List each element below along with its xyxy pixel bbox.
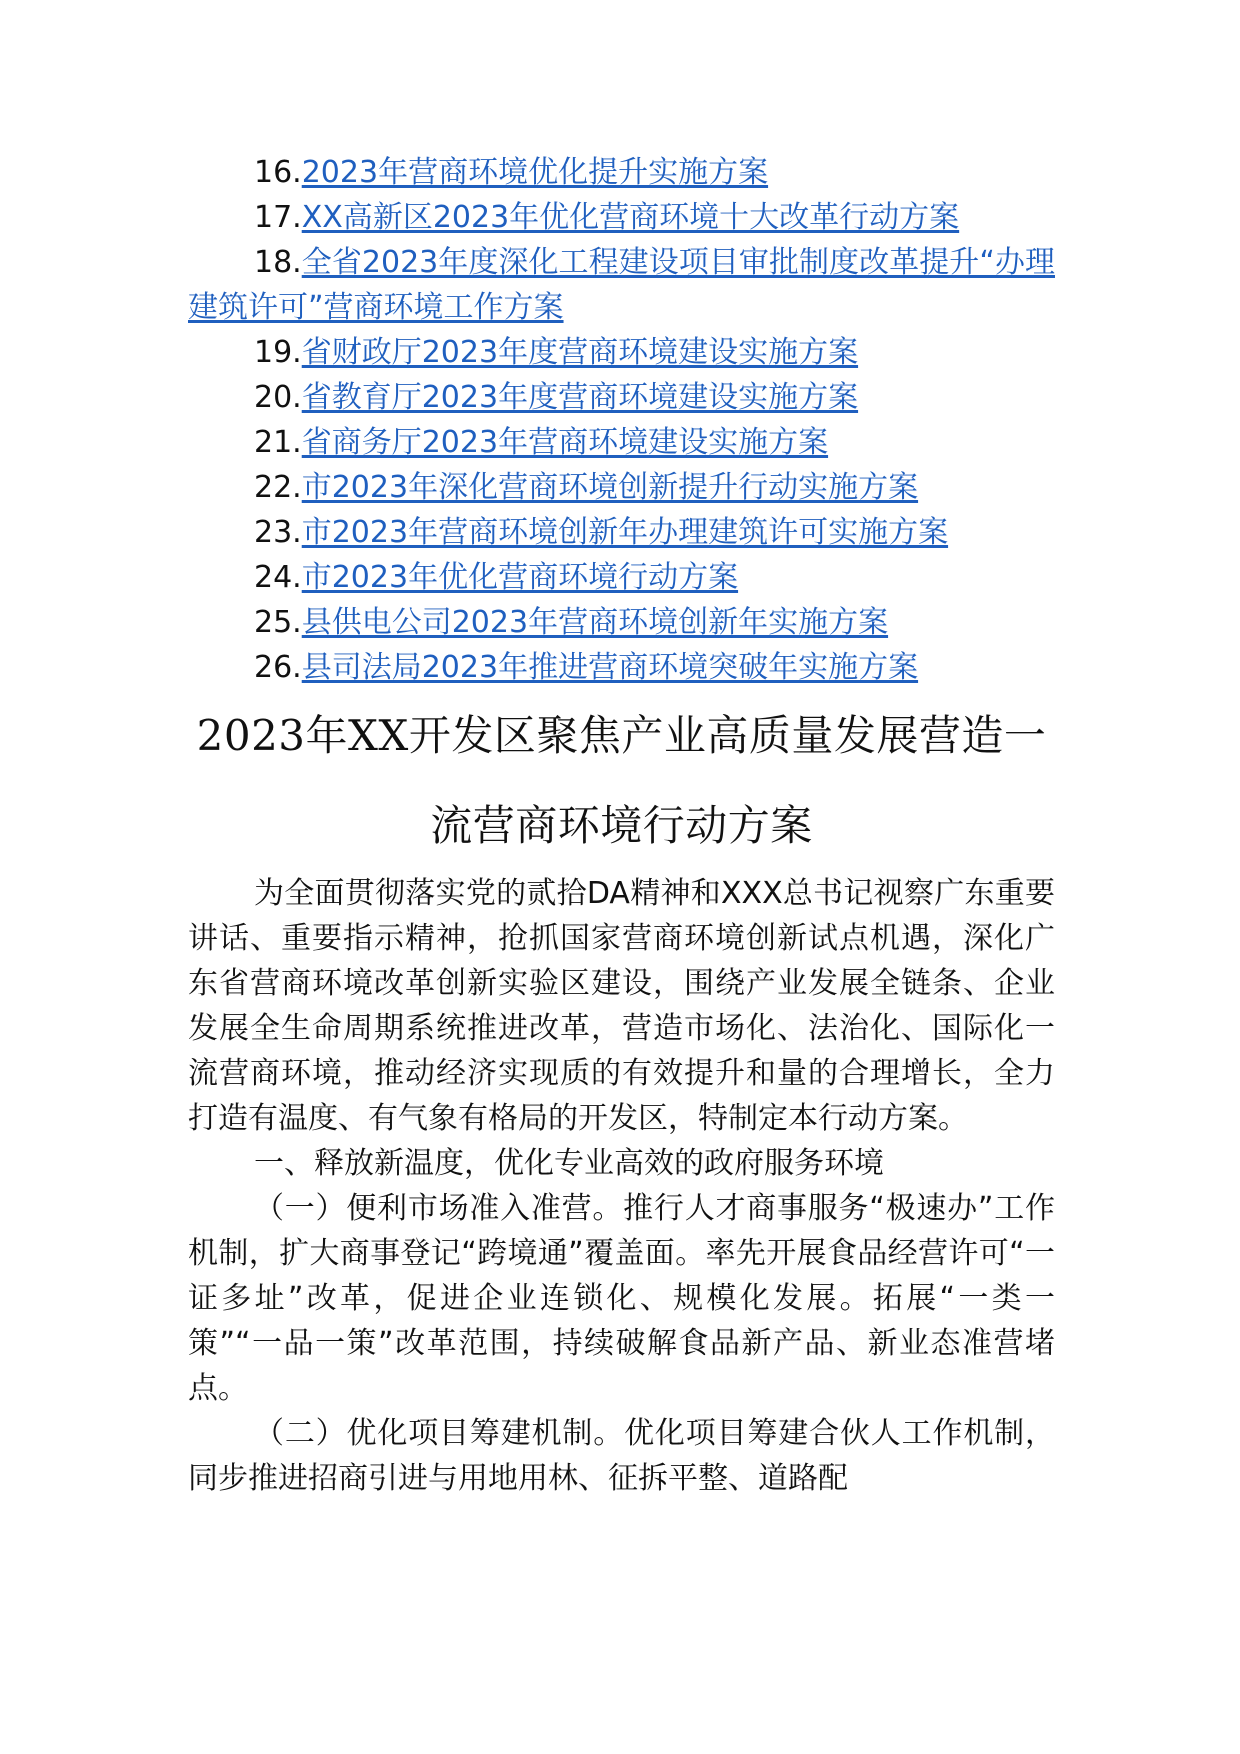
toc-number: 24. bbox=[254, 560, 302, 595]
toc-item[interactable] bbox=[188, 330, 1055, 375]
toc-number: 20. bbox=[254, 380, 302, 415]
section-heading: 一、释放新温度，优化专业高效的政府服务环境 bbox=[254, 1146, 884, 1181]
intro-paragraph: 为全面贯彻落实党的贰拾DA精神和XXX总书记视察广东重要讲话、重要指示精神，抢抓国家营商环境创新试点机遇，深化广东省营商环境改革创新实验区建设，围绕产业发展全链条、企业发展全生命周期系统推进改革，营造市场化、法治化、国际化一流营商环境，推动经济实现质的有效提升和量的合理增长，全力打造有温度、有气象有格局的开发区，特制定本行动方案。 bbox=[188, 876, 1055, 1136]
toc-number: 22. bbox=[254, 470, 302, 505]
document-title: 2023年XX开发区聚焦产业高质量发展营造一流营商环境行动方案 bbox=[196, 711, 1047, 850]
toc-link[interactable]: 市2023年深化营商环境创新提升行动实施方案 bbox=[301, 470, 919, 505]
toc-item[interactable] bbox=[188, 645, 1055, 690]
toc-number: 19. bbox=[254, 335, 302, 370]
body-paragraph: （二）优化项目筹建机制。优化项目筹建合伙人工作机制，同步推进招商引进与用地用林、征拆平整、道路配 bbox=[188, 1416, 1055, 1496]
toc-item[interactable] bbox=[188, 600, 1055, 645]
toc-link[interactable]: XX高新区2023年优化营商环境十大改革行动方案 bbox=[301, 200, 960, 235]
toc-number: 17. bbox=[254, 200, 302, 235]
toc-link[interactable]: 省商务厅2023年营商环境建设实施方案 bbox=[301, 425, 829, 460]
toc-list bbox=[188, 150, 1055, 690]
toc-link[interactable]: 省教育厅2023年度营商环境建设实施方案 bbox=[301, 380, 859, 415]
toc-link[interactable]: 市2023年营商环境创新年办理建筑许可实施方案 bbox=[301, 515, 949, 550]
toc-link[interactable]: 省财政厅2023年度营商环境建设实施方案 bbox=[301, 335, 859, 370]
document-page bbox=[188, 150, 1055, 1501]
toc-item[interactable] bbox=[188, 195, 1055, 240]
toc-number: 26. bbox=[254, 650, 302, 685]
toc-link[interactable]: 市2023年优化营商环境行动方案 bbox=[301, 560, 739, 595]
toc-item[interactable] bbox=[188, 555, 1055, 600]
toc-link[interactable]: 县司法局2023年推进营商环境突破年实施方案 bbox=[301, 650, 919, 685]
toc-item[interactable] bbox=[188, 150, 1055, 195]
toc-item[interactable] bbox=[188, 420, 1055, 465]
toc-link[interactable]: 全省2023年度深化工程建设项目审批制度改革提升“办理建筑许可”营商环境工作方案 bbox=[188, 245, 1055, 325]
toc-item[interactable] bbox=[188, 465, 1055, 510]
toc-number: 23. bbox=[254, 515, 302, 550]
toc-number: 16. bbox=[254, 155, 302, 190]
toc-number: 18. bbox=[254, 245, 302, 280]
toc-number: 21. bbox=[254, 425, 302, 460]
toc-item[interactable] bbox=[188, 375, 1055, 420]
toc-link[interactable]: 县供电公司2023年营商环境创新年实施方案 bbox=[301, 605, 889, 640]
toc-item[interactable] bbox=[188, 240, 1055, 330]
body-paragraph: （一）便利市场准入准营。推行人才商事服务“极速办”工作机制，扩大商事登记“跨境通”覆盖面。率先开展食品经营许可“一证多址”改革，促进企业连锁化、规模化发展。拓展“一类一策”“一品一策”改革范围，持续破解食品新产品、新业态准营堵点。 bbox=[188, 1191, 1055, 1406]
toc-number: 25. bbox=[254, 605, 302, 640]
toc-item[interactable] bbox=[188, 510, 1055, 555]
toc-link[interactable]: 2023年营商环境优化提升实施方案 bbox=[301, 155, 769, 190]
